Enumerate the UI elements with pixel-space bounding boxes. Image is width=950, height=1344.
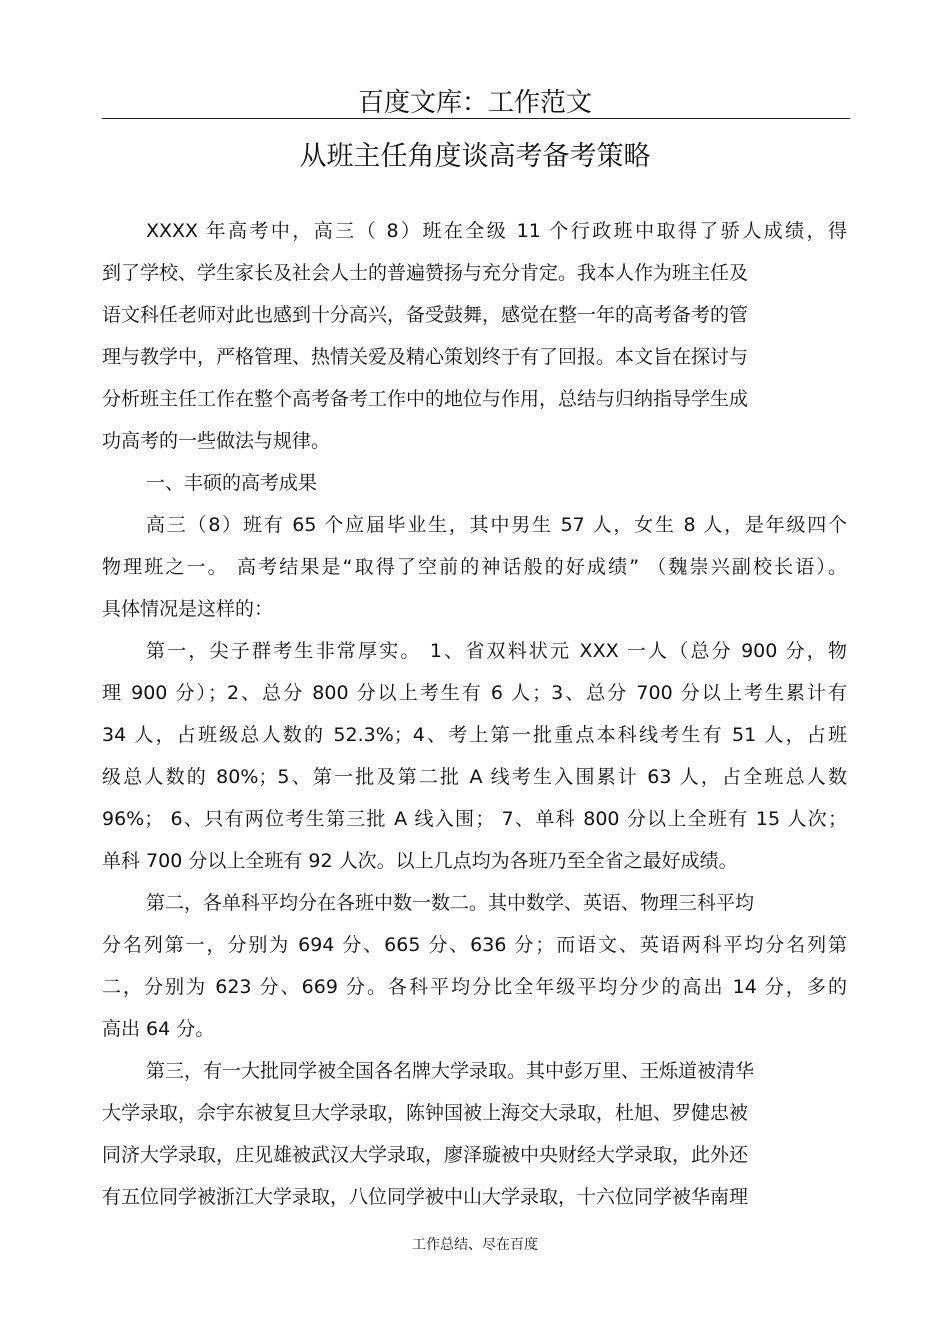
text-line: 34 人，占班级总人数的 52.3%；4、考上第一批重点本科线考生有 51 人，占班 xyxy=(102,724,847,746)
text-line: 第二，各单科平均分在各班中数一数二。其中数学、英语、物理三科平均 xyxy=(146,892,755,914)
text-line: 96%； 6、只有两位考生第三批 A 线入围； 7、单科 800 分以上全班有 15 人次； xyxy=(102,808,847,830)
text-line: 功高考的一些做法与规律。 xyxy=(102,430,331,452)
text-line: 有五位同学被浙江大学录取，八位同学被中山大学录取，十六位同学被华南理 xyxy=(102,1186,749,1208)
paragraph-overview xyxy=(102,504,847,630)
document-body xyxy=(102,210,847,1218)
paragraph-second xyxy=(102,882,847,1050)
text-line: 语文科任老师对此也感到十分高兴，备受鼓舞，感觉在整一年的高考备考的管 xyxy=(102,304,749,326)
text-line: 理与教学中，严格管理、热情关爱及精心策划终于有了回报。本文旨在探讨与 xyxy=(102,346,749,368)
text-line: 第三，有一大批同学被全国各名牌大学录取。其中彭万里、王烁道被清华 xyxy=(146,1060,755,1082)
paragraph-intro xyxy=(102,210,847,462)
text-line: 分名列第一，分别为 694 分、665 分、636 分；而语文、英语两科平均分名列第 xyxy=(102,934,847,956)
text-line: 单科 700 分以上全班有 92 人次。以上几点均为各班乃至全省之最好成绩。 xyxy=(102,850,738,872)
text-line: 同济大学录取，庄见雄被武汉大学录取，廖泽璇被中央财经大学录取，此外还 xyxy=(102,1144,749,1166)
text-line: 大学录取，佘宇东被复旦大学录取，陈钟国被上海交大录取，杜旭、罗健忠被 xyxy=(102,1102,749,1124)
text-line: 高出 64 分。 xyxy=(102,1018,215,1040)
text-line: 级总人数的 80%；5、第一批及第二批 A 线考生入围累计 63 人，占全班总人数 xyxy=(102,766,847,788)
text-line: 二，分别为 623 分、669 分。各科平均分比全年级平均分少的高出 14 分，多的 xyxy=(102,976,847,998)
text-line: 一、丰硕的高考成果 xyxy=(146,472,318,494)
text-line: 到了学校、学生家长及社会人士的普遍赞扬与充分肯定。我本人作为班主任及 xyxy=(102,262,749,284)
text-line: 第一，尖子群考生非常厚实。 1、省双料状元 XXX 一人（总分 900 分，物 xyxy=(146,640,847,662)
text-line: 理 900 分）；2、总分 800 分以上考生有 6 人；3、总分 700 分以上考生累计有 xyxy=(102,682,847,704)
section-heading xyxy=(102,462,847,504)
text-line: XXXX 年高考中，高三（ 8）班在全级 11 个行政班中取得了骄人成绩，得 xyxy=(146,220,847,242)
text-line: 物理班之一。 高考结果是“取得了空前的神话般的好成绩” （魏崇兴副校长语）。 xyxy=(102,556,847,578)
paragraph-third xyxy=(102,1050,847,1218)
text-line: 高三（8）班有 65 个应届毕业生，其中男生 57 人，女生 8 人，是年级四个 xyxy=(146,514,847,536)
text-line: 具体情况是这样的： xyxy=(102,598,274,620)
paragraph-first xyxy=(102,630,847,882)
text-line: 分析班主任工作在整个高考备考工作中的地位与作用，总结与归纳指导学生成 xyxy=(102,388,749,410)
document-title: 从班主任角度谈高考备考策略 xyxy=(299,141,651,172)
page-header: 百度文库：工作范文 xyxy=(357,88,592,118)
page-footer: 工作总结、尽在百度 xyxy=(412,1237,538,1253)
header-rule xyxy=(102,118,850,119)
